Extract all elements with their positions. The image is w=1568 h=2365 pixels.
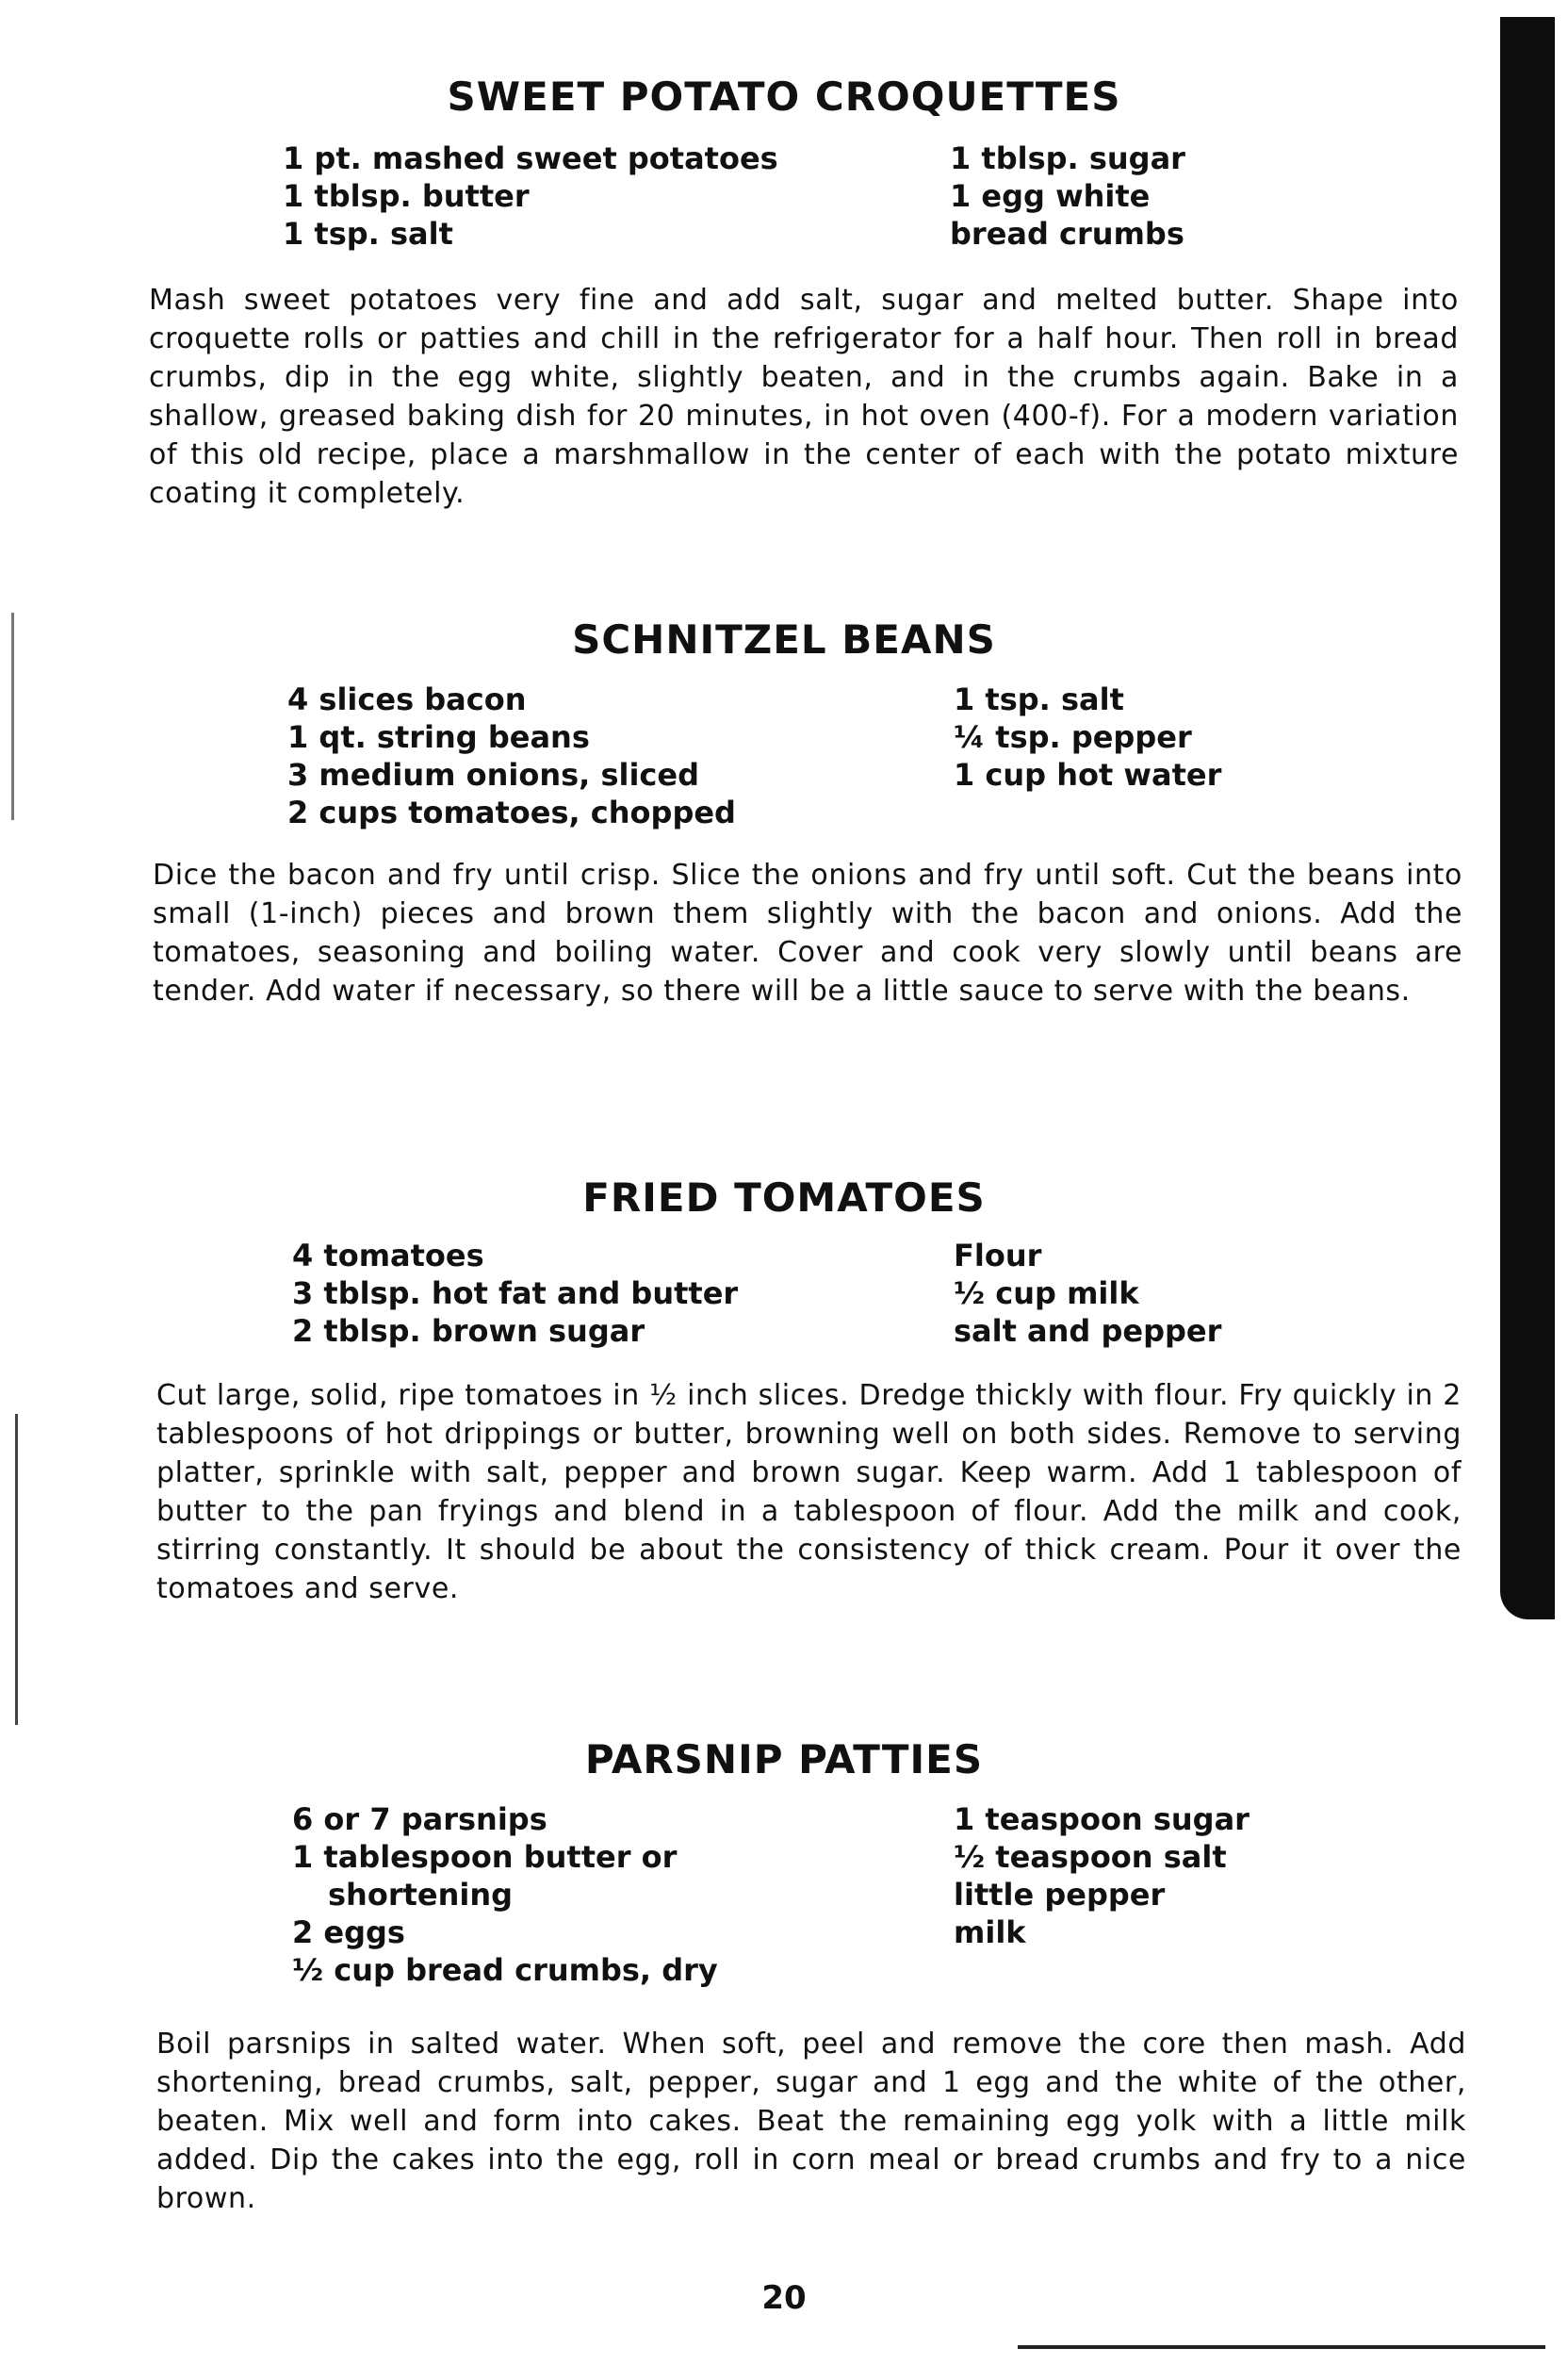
- ingredient: salt and pepper: [954, 1313, 1222, 1349]
- recipe-title: FRIED TOMATOES: [582, 1174, 986, 1221]
- ingredient: 1 tblsp. butter: [283, 178, 530, 214]
- ingredient: 1 tsp. salt: [954, 682, 1124, 717]
- ingredient: 1 cup hot water: [954, 757, 1222, 793]
- ingredients-right: [954, 1237, 1221, 1350]
- page-edge-tab: [1500, 17, 1555, 1619]
- ingredient: 1 tblsp. sugar: [950, 140, 1185, 176]
- recipe-title: SWEET POTATO CROQUETTES: [447, 74, 1121, 120]
- ingredient: 2 tblsp. brown sugar: [292, 1313, 645, 1349]
- recipe-directions: Boil parsnips in salted water. When soft, peel and remove the core then mash. Add shortening, bread crumbs, salt, pepper, sugar and 1 egg and the white of the other, beaten. Mix well and form into cakes. Beat the remaining egg yolk with a little milk added. Dip the cakes into the egg, roll in corn meal or bread crumbs and fry to a nice brown.: [156, 2028, 1466, 2215]
- ingredient: 1 egg white: [950, 178, 1151, 214]
- ingredients-left: [287, 681, 736, 831]
- recipe-title: PARSNIP PATTIES: [584, 1736, 984, 1782]
- ingredient: ½ cup milk: [954, 1275, 1139, 1311]
- ingredient: 3 medium onions, sliced: [287, 757, 699, 793]
- ingredient: 6 or 7 parsnips: [292, 1801, 547, 1837]
- ingredient: 2 eggs: [292, 1914, 405, 1950]
- ingredients-left: [283, 140, 778, 253]
- recipe-directions: Cut large, solid, ripe tomatoes in ½ inch slices. Dredge thickly with flour. Fry quickly in 2 tablespoons of hot drippings or butter, browning well on both sides. Remove to serving platter, sprinkle with salt, pepper and brown sugar. Keep warm. Add 1 tablespoon of butter to the pan fryings and blend in a tablespoon of flour. Add the milk and cook, stirring constantly. It should be about the consistency of thick cream. Pour it over the tomatoes and serve.: [156, 1379, 1462, 1605]
- ingredients-right: [950, 140, 1185, 253]
- ingredient: bread crumbs: [950, 216, 1184, 252]
- ingredient: ½ teaspoon salt: [954, 1839, 1227, 1875]
- ingredient: 1 pt. mashed sweet potatoes: [283, 140, 778, 176]
- ingredient: 1 tsp. salt: [283, 216, 453, 252]
- ingredients-right: [954, 681, 1221, 794]
- ingredient: ½ cup bread crumbs, dry: [292, 1952, 718, 1988]
- ingredient: 1 qt. string beans: [287, 719, 590, 755]
- ingredient: ¼ tsp. pepper: [954, 719, 1192, 755]
- ingredient: 4 slices bacon: [287, 682, 527, 717]
- ingredient: Flour: [954, 1238, 1042, 1273]
- ingredient: little pepper: [954, 1877, 1166, 1913]
- ingredient: 1 teaspoon sugar: [954, 1801, 1250, 1837]
- recipe-title: SCHNITZEL BEANS: [572, 616, 996, 663]
- scan-mark-left-2: [15, 1414, 18, 1725]
- ingredient: 3 tblsp. hot fat and butter: [292, 1275, 739, 1311]
- ingredients-left: [292, 1800, 718, 1989]
- ingredients-right: [954, 1800, 1250, 1951]
- ingredient: 1 tablespoon butter or: [292, 1839, 678, 1875]
- ingredient: milk: [954, 1914, 1026, 1950]
- ingredient: 2 cups tomatoes, chopped: [287, 795, 736, 830]
- footer-rule: [1018, 2345, 1545, 2349]
- recipe-directions: Dice the bacon and fry until crisp. Slice the onions and fry until soft. Cut the beans into small (1-inch) pieces and brown them slightly with the bacon and onions. Add the tomatoes, seasoning and boiling water. Cover and cook very slowly until beans are tender. Add water if necessary, so there will be a little sauce to serve with the beans.: [153, 859, 1462, 1008]
- ingredient: 4 tomatoes: [292, 1238, 484, 1273]
- ingredient: shortening: [328, 1877, 514, 1913]
- recipe-directions: Mash sweet potatoes very fine and add salt, sugar and melted butter. Shape into croquette rolls or patties and chill in the refrigerator for a half hour. Then roll in bread crumbs, dip in the egg white, slightly beaten, and in the crumbs again. Bake in a shallow, greased baking dish for 20 minutes, in hot oven (400-f). For a modern variation of this old recipe, place a marshmallow in the center of each with the potato mixture coating it completely.: [149, 284, 1459, 510]
- page-number: 20: [761, 2279, 807, 2317]
- ingredients-left: [292, 1237, 738, 1350]
